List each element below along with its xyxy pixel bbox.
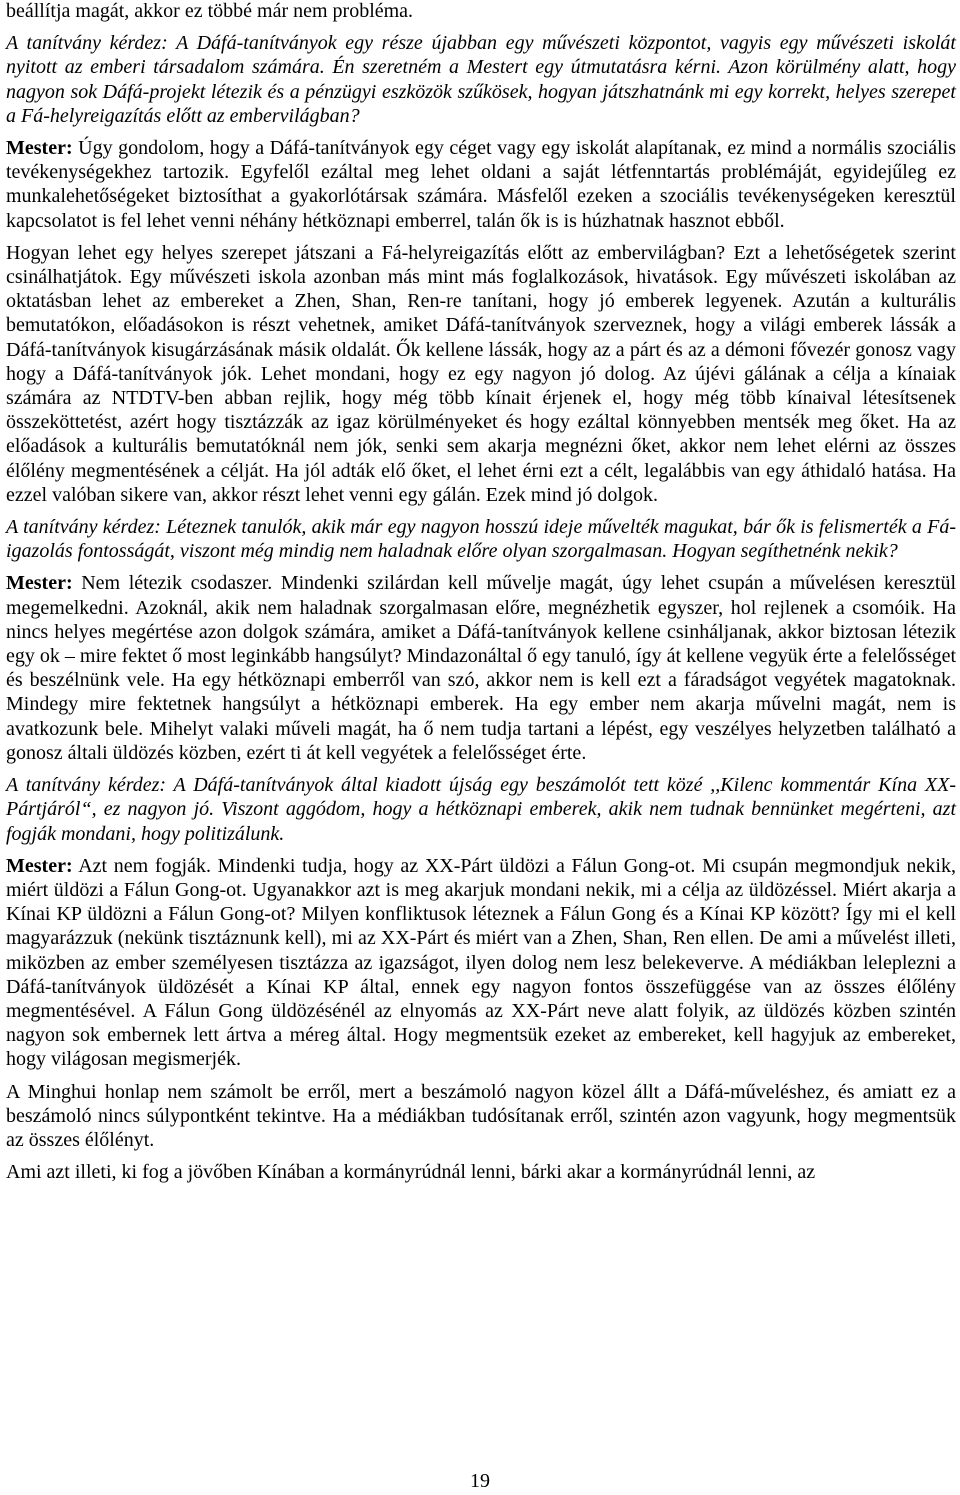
question-paragraph xyxy=(6,31,956,128)
answer-text: Úgy gondolom, hogy a Dáfá-tanítványok egy céget vagy egy iskolát alapítanak, ez mind a normális szociális tevékenységekhez tartozik. Egyfelől ezáltal meg lehet oldani a saját létfenntartás problémáját, egyidejűleg ez munkalehetőségeket biztosíthat a gyakorlótársak számára. Másfelől ezeken a szociális tevékenységeken keresztül kapcsolatot is fel lehet venni néhány hétköznapi emberrel, talán ők is is húzhatnak hasznot ebből. xyxy=(6,137,956,232)
paragraph xyxy=(6,241,956,507)
answer-paragraph xyxy=(6,571,956,765)
answer-paragraph xyxy=(6,136,956,233)
speaker-label: Mester: xyxy=(6,572,73,595)
paragraph-text: beállítja magát, akkor ez többé már nem probléma. xyxy=(6,0,414,22)
question-text: A tanítvány kérdez: Léteznek tanulók, akik már egy nagyon hosszú ideje művelték magukat, bár ők is felismerték a Fá-igazolás fontosságát, viszont még mindig nem haladnak előre olyan szorgalmasan. Hogyan segíthetnénk nekik? xyxy=(6,516,956,563)
paragraph-cut-off xyxy=(6,1160,956,1184)
answer-text: Azt nem fogják. Mindenki tudja, hogy az XX-Párt üldözi a Fálun Gong-ot. Mi csupán megmondjuk nekik, miért üldözi a Fálun Gong-ot. Ugyanakkor azt is meg akarjuk mondani nekik, mi a célja az üldözéssel. Miért akarja a Kínai KP üldözni a Fálun Gong-ot? Milyen konfliktusok léteznek a Fálun Gong és a Kínai KP között? Így mi el kell magyarázzuk (nekünk tisztáznunk kell), mi az XX-Párt és miért van a Zhen, Shan, Ren ellen. De ami a művelést illeti, miközben az ember személyesen tisztázza az igazságot, ilyen dolog nem lesz belekeverve. A médiákban leleplezni a Dáfá-tanítványok üldözését a Kínai KP által, ennek egy nagyon fontos összefüggése van az összes élőlény megmentésével. A Fálun Gong üldözésénél az elnyomás az XX-Párt neve alatt folyik, az üldözés közben szintén nagyon sok embernek lett ártva a méreg által. Hogy megmentsük ezeket az embereket, kell hagyjuk az embereket, hogy világosan megismerjék. xyxy=(6,854,956,1071)
question-text: A tanítvány kérdez: A Dáfá-tanítványok egy része újabban egy művészeti központot, vagyis egy művészeti iskolát nyitott az emberi társadalom számára. Én szeretném a Mestert egy útmutatásra kérni. Azon körülmény alatt, hogy nagyon sok Dáfá-projekt létezik és a pénzügyi eszközök szűkösek, hogyan játszhatnánk mi egy korrekt, helyes szerepet a Fá-helyreigazítás előtt az embervilágban? xyxy=(6,32,956,127)
question-paragraph xyxy=(6,515,956,563)
question-paragraph xyxy=(6,773,956,846)
paragraph-text: A Minghui honlap nem számolt be erről, mert a beszámoló nagyon közel állt a Dáfá-műveléshez, és amiatt ez a beszámoló nincs súlypontként tekintve. Ha a médiákban tudósítanak erről, szintén azon vagyunk, hogy megmentsük az összes élőlényt. xyxy=(6,1080,956,1151)
paragraph xyxy=(6,1080,956,1153)
question-text: A tanítvány kérdez: A Dáfá-tanítványok által kiadott újság egy beszámolót tett közé ,,Kilenc kommentár Kína XX-Pártjáról“, ez nagyon jó. Viszont aggódom, hogy a hétköznapi emberek, akik nem tudnak bennünket megérteni, azt fogják mondani, hogy politizálunk. xyxy=(6,774,956,845)
answer-paragraph xyxy=(6,854,956,1072)
paragraph-text: Ami azt illeti, ki fog a jövőben Kínában a kormányrúdnál lenni, bárki akar a kormányrúdnál lenni, az xyxy=(6,1161,816,1184)
paragraph-continuation xyxy=(6,0,956,23)
paragraph-text: Hogyan lehet egy helyes szerepet játszani a Fá-helyreigazítás előtt az embervilágban? Ezt a lehetőségetek szerint csinálhatjátok. Egy művészeti iskola azonban más mint más foglalkozások, hivatások. Egy művészeti iskolában az oktatásban lehet az embereket a Zhen, Shan, Ren-re tanítani, hogy jó emberek legyenek. Azután a kulturális bemutatókon, előadásokon is részt vehetnek, amiket Dáfá-tanítványok szerveznek, hogy a világi emberek lássák a Dáfá-tanítványok kisugárzásának másik oldalát. Ők kellene lássák, hogy az a párt és az a démoni fővezér gonosz vagy hogy a Dáfá-tanítványok jók. Lehet mondani, hogy ez egy nagyon jó dolog. Az újévi gálának a célja a kínaiak számára az NTDTV-ben abban rejlik, hogy még több kínait érjenek el, hogy még több kínaival létesítsenek összeköttetést, azért hogy tisztázzák az igaz körülményeket és hogy ezáltal könnyebben mentsék meg őket. Ha az előadások a kulturális bemutatóknál nem jók, senki sem akarja megnézni őket, akkor nem lehet elérni az összes élőlény megmentésének a célját. Ha jól adták elő őket, el lehet érni ezt a célt, legalábbis van egy áthidaló hatása. Ha ezzel valóban sikere van, akkor részt lehet venni egy gálán. Ezek mind jó dolgok. xyxy=(6,241,956,506)
answer-text: Nem létezik csodaszer. Mindenki szilárdan kell művelje magát, úgy lehet csupán a művelésen keresztül megemelkedni. Azoknál, akik nem haladnak szorgalmasan előre, megnézhetik egyszer, hol rejlenek a csomóik. Ha nincs helyes megértése azon dolgok számára, amiket a Dáfá-tanítványok kellene csinháljanak, akkor biztosan létezik egy ok – mire fektet ő most leginkább hangsúlyt? Mindazonáltal ő egy tanuló, így át kellene vegyük érte a felelősséget és beszélnünk vele. Ha egy hétköznapi emberről van szó, akkor nem is kell ezt a fáradságot vegyétek magatoknak. Mindegy mire fektetnek hangsúlyt a hétköznapi emberek. Ha egy ember nem akarja művelni magát, nem is avatkozunk bele. Mihelyt valaki műveli magát, ha ő nem tudja tartani a lépést, egy veszélyes helyzetben található a gonosz általi üldözés közben, ezért ti át kell vegyétek a felelősséget érte. xyxy=(6,572,956,764)
speaker-label: Mester: xyxy=(6,137,73,160)
page-number: 19 xyxy=(470,1470,490,1492)
speaker-label: Mester: xyxy=(6,854,73,877)
